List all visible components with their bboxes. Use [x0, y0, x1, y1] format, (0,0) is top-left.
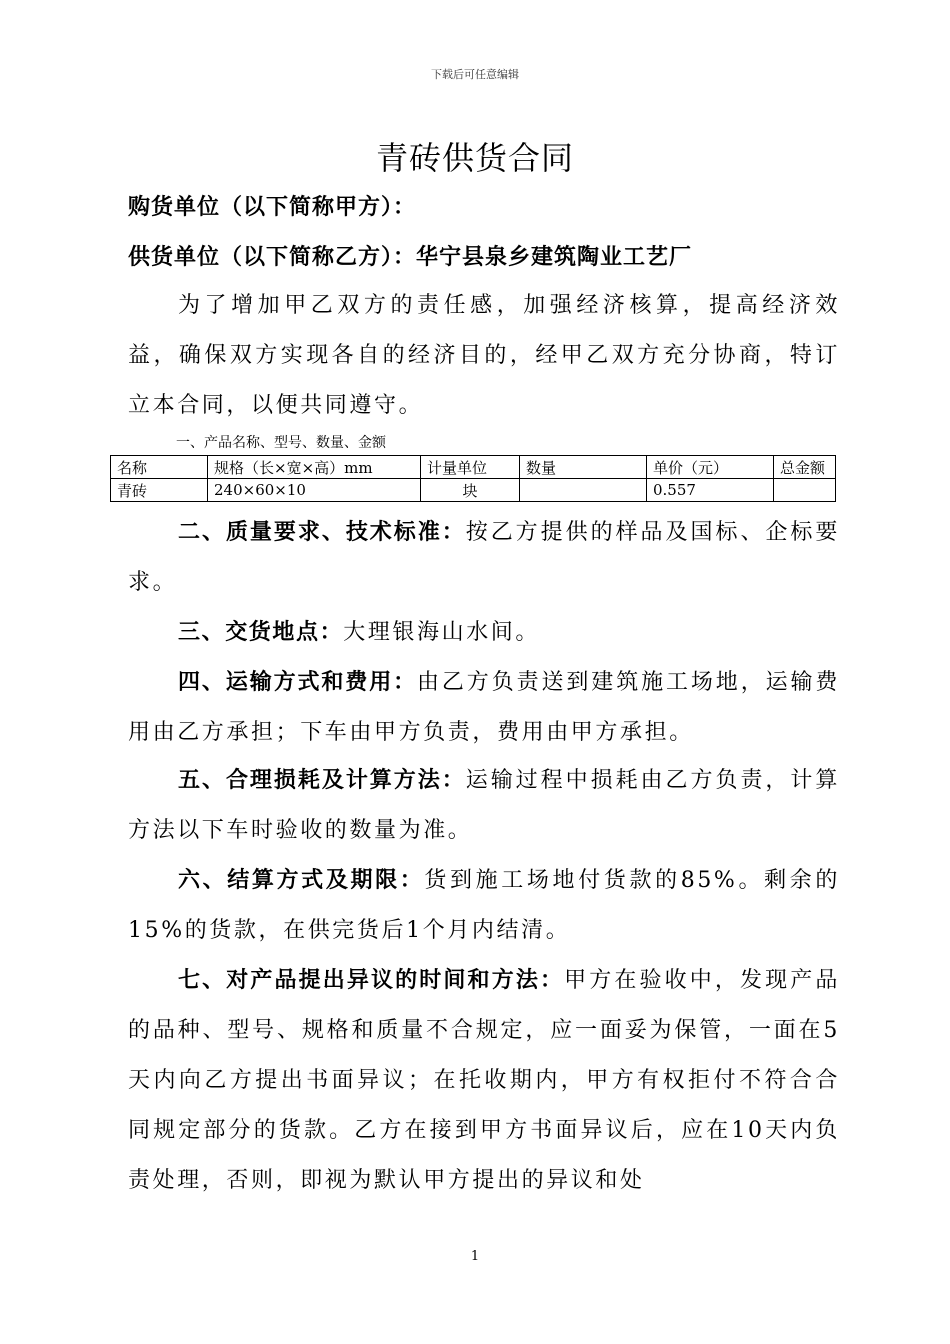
section-6 [128, 856, 840, 956]
section-5 [128, 756, 840, 856]
section-body: 货到施工场地付货款的85%。剩余的15%的货款，在供完货后1个月内结清。 [128, 868, 840, 943]
table-header-cell: 数量 [520, 456, 647, 479]
section-7 [128, 956, 840, 1206]
section-body: 大理银海山水间。 [343, 620, 541, 645]
table-header-row [111, 456, 836, 479]
table-cell: 块 [421, 479, 520, 502]
table-cell: 0.557 [647, 479, 774, 502]
section-heading: 五、合理损耗及计算方法： [178, 768, 466, 793]
table-header-cell: 计量单位 [421, 456, 520, 479]
section-body: 运输过程中损耗由乙方负责，计算方法以下车时验收的数量为准。 [128, 768, 840, 843]
section-heading: 三、交货地点： [178, 620, 344, 645]
table-header-cell: 单价（元） [647, 456, 774, 479]
header-note: 下载后可任意编辑 [431, 68, 519, 81]
table-cell [774, 479, 836, 502]
section-4 [128, 658, 840, 758]
page-number: 1 [470, 1249, 480, 1264]
section-body: 甲方在验收中，发现产品的品种、型号、规格和质量不合规定，应一面妥为保管，一面在5天内向乙方提出书面异议；在托收期内，甲方有权拒付不符合合同规定部分的货款。乙方在接到甲方书面异议后，应在10天内负责处理，否则，即视为默认甲方提出的异议和处 [128, 968, 840, 1193]
section-body: 按乙方提供的样品及国标、企标要求。 [128, 520, 840, 595]
buyer-line: 购货单位（以下简称甲方）： [128, 195, 417, 220]
product-table [110, 455, 836, 502]
table-header-cell: 名称 [111, 456, 208, 479]
section-2 [128, 508, 840, 608]
table-cell: 240×60×10 [208, 479, 421, 502]
section-body: 由乙方负责送到建筑施工场地，运输费用由乙方承担；下车由甲方负责，费用由甲方承担。 [128, 670, 840, 745]
section-heading: 二、质量要求、技术标准： [178, 520, 466, 545]
section1-caption: 一、产品名称、型号、数量、金额 [176, 435, 386, 451]
table-cell [520, 479, 647, 502]
intro-paragraph: 为了增加甲乙双方的责任感，加强经济核算，提高经济效益，确保双方实现各自的经济目的，经甲乙双方充分协商，特订立本合同，以便共同遵守。 [128, 293, 840, 418]
section-heading: 七、对产品提出异议的时间和方法： [178, 968, 565, 993]
document-title: 青砖供货合同 [375, 139, 574, 177]
seller-line: 供货单位（以下简称乙方）：华宁县泉乡建筑陶业工艺厂 [128, 245, 693, 270]
table-cell: 青砖 [111, 479, 208, 502]
table-header-cell: 规格（长×宽×高）mm [208, 456, 421, 479]
section-3 [128, 608, 840, 658]
section-heading: 四、运输方式和费用： [178, 670, 417, 695]
section-heading: 六、结算方式及期限： [178, 868, 425, 893]
table-header-cell: 总金额 [774, 456, 836, 479]
table-row [111, 479, 836, 502]
